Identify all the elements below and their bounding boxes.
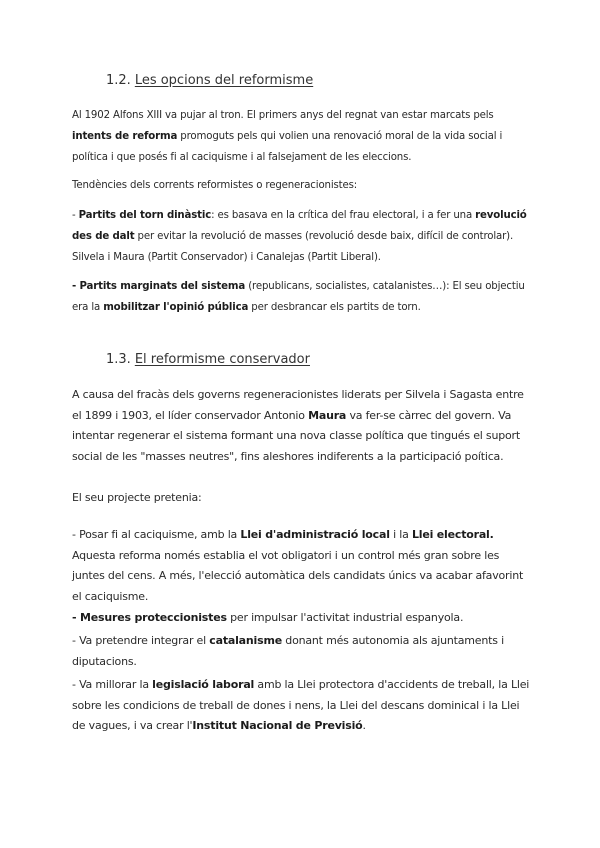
paragraph-tendencies: Tendències dels corrents reformistes o regeneracionistes: bbox=[72, 180, 358, 191]
emphasis-llei-administracio-local: Llei d'administració local bbox=[240, 528, 390, 541]
paragraph-partits-torn: - Partits del torn dinàstic: es basava en la crítica del frau electoral, i a fer una revolució des de dalt per evitar la revolució de masses (revolució desde baix, difícil de controlar). Silvela i Maura (Partit Conservador) i Canalejas (Partit Liberal). bbox=[72, 210, 527, 263]
emphasis-revolucio-des-de-dalt: revolució des de dalt bbox=[72, 210, 527, 242]
paragraph-intro-alfons: Al 1902 Alfons XIII va pujar al tron. El primers anys del regnat van estar marcats pels intents de reforma promoguts pels qui volien una renovació moral de la vida social i política i que posés fi al caciquisme i al falsejament de les eleccions. bbox=[72, 110, 503, 163]
emphasis-maura: Maura bbox=[308, 408, 347, 422]
emphasis-llei-electoral: Llei electoral. bbox=[411, 528, 494, 541]
section-heading-1-2 bbox=[106, 72, 313, 90]
list-item-legislacio-laboral: - Va millorar la legislació laboral amb la Llei protectora d'accidents de treball, la Llei sobre les condicions de treball de dones i nens, la Llei del descans dominical i la Llei de vagues, i va crear l'Institut Nacional de Previsió. bbox=[72, 678, 530, 732]
emphasis-intents-de-reforma: intents de reforma bbox=[72, 131, 178, 142]
emphasis-mesures-proteccionistes: - Mesures proteccionistes bbox=[72, 611, 227, 624]
section-title: Les opcions del reformisme bbox=[134, 73, 314, 88]
paragraph-partits-marginats: - Partits marginats del sistema (republicans, socialistes, catalanistes…): El seu objectiu era la mobilitzar l'opinió pública per desbrancar els partits de torn. bbox=[72, 281, 525, 313]
emphasis-partits-marginats: - Partits marginats del sistema bbox=[72, 281, 246, 292]
list-item-caciquisme: - Posar fi al caciquisme, amb la Llei d'administració local i la Llei electoral. Aquesta reforma només establia el vot obligatori i un control més gran sobre les juntes del cens. A més, l'elecció automàtica dels candidats únics va acabar afavorint el caciquisme. bbox=[72, 528, 524, 603]
section-number: 1.2. bbox=[106, 73, 131, 88]
emphasis-legislacio-laboral: legislació laboral bbox=[152, 678, 255, 691]
section-heading-1-3 bbox=[106, 351, 310, 369]
emphasis-catalanisme: catalanisme bbox=[209, 634, 282, 647]
list-item-proteccionistes: - Mesures proteccionistes per impulsar l'activitat industrial espanyola. bbox=[72, 611, 464, 624]
emphasis-partits-torn: Partits del torn dinàstic bbox=[78, 210, 212, 221]
emphasis-institut-nacional-previsio: Institut Nacional de Previsió bbox=[192, 719, 363, 732]
list-item-catalanisme: - Va pretendre integrar el catalanisme donant més autonomia als ajuntaments i diputacions. bbox=[72, 634, 504, 668]
paragraph-maura-govern: A causa del fracàs dels governs regeneracionistes liderats per Silvela i Sagasta entre el 1899 i 1903, el líder conservador Antonio Maura va fer-se càrrec del govern. Va intentar regenerar el sistema formant una nova classe política que tingués el suport social de les "masses neutres", fins aleshores indiferents a la participació poítica. bbox=[72, 388, 524, 463]
section-number: 1.3. bbox=[106, 352, 131, 367]
section-title: El reformisme conservador bbox=[134, 352, 310, 367]
emphasis-mobilitzar-opinio: mobilitzar l'opinió pública bbox=[103, 302, 249, 313]
paragraph-projecte: El seu projecte pretenia: bbox=[72, 491, 202, 504]
